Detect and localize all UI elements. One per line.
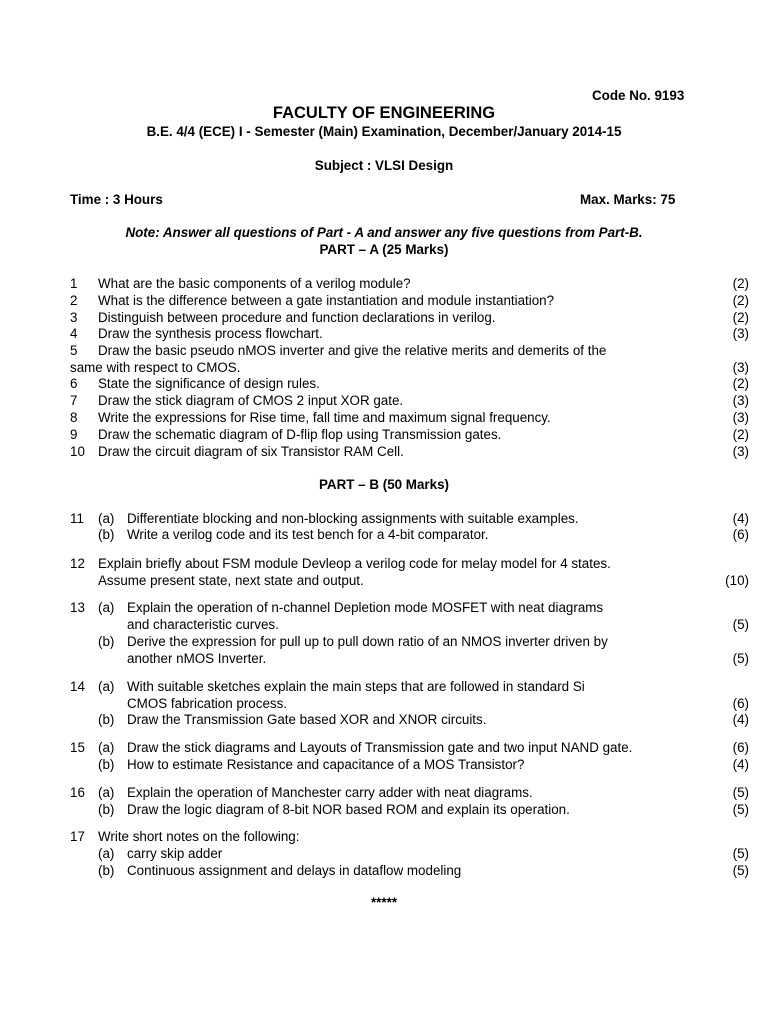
- question-text: State the significance of design rules.: [98, 376, 320, 391]
- subpart-label: (a): [98, 600, 115, 615]
- question-marks: (3): [732, 410, 749, 425]
- question-text: Explain the operation of Manchester carry adder with neat diagrams.: [127, 785, 533, 800]
- subpart-label: (b): [98, 863, 115, 878]
- end-of-paper-mark: *****: [370, 895, 398, 910]
- question-marks: (5): [732, 846, 749, 861]
- question-text: Continuous assignment and delays in dataflow modeling: [127, 863, 462, 878]
- question-text: How to estimate Resistance and capacitance of a MOS Transistor?: [127, 757, 525, 772]
- question-text: Distinguish between procedure and function declarations in verilog.: [98, 310, 496, 325]
- subpart-label: (b): [98, 757, 115, 772]
- question-number: 14: [70, 679, 85, 694]
- question-number: 1: [70, 276, 78, 291]
- subpart-label: (a): [98, 511, 115, 526]
- question-marks: (5): [732, 617, 749, 632]
- part-a-title: PART – A (25 Marks): [319, 242, 449, 257]
- question-text-continued: another nMOS Inverter.: [127, 651, 267, 666]
- question-number: 15: [70, 740, 85, 755]
- question-text: Explain the operation of n-channel Depletion mode MOSFET with neat diagrams: [127, 600, 604, 615]
- subpart-label: (b): [98, 712, 115, 727]
- question-text-continued: and characteristic curves.: [127, 617, 279, 632]
- question-number: 12: [70, 556, 85, 571]
- question-text: carry skip adder: [127, 846, 223, 861]
- question-marks: (10): [725, 573, 749, 588]
- question-text: Write short notes on the following:: [98, 829, 300, 844]
- question-marks: (5): [732, 785, 749, 800]
- question-marks: (4): [732, 712, 749, 727]
- question-number: 6: [70, 376, 78, 391]
- question-number: 11: [70, 511, 84, 526]
- question-number: 2: [70, 293, 78, 308]
- question-number: 13: [70, 600, 85, 615]
- question-marks: (6): [732, 527, 749, 542]
- question-text-continued: same with respect to CMOS.: [70, 360, 241, 375]
- question-number: 7: [70, 393, 78, 408]
- question-marks: (2): [732, 376, 749, 391]
- faculty-title: FACULTY OF ENGINEERING: [272, 104, 496, 122]
- question-text: Draw the synthesis process flowchart.: [98, 326, 323, 341]
- question-text: Write the expressions for Rise time, fall time and maximum signal frequency.: [98, 410, 551, 425]
- subject-title: Subject : VLSI Design: [314, 158, 454, 173]
- question-text: Draw the schematic diagram of D-flip flop using Transmission gates.: [98, 427, 502, 442]
- question-marks: (5): [732, 863, 749, 878]
- subpart-label: (a): [98, 679, 115, 694]
- question-marks: (2): [732, 293, 749, 308]
- exam-title: B.E. 4/4 (ECE) I - Semester (Main) Examination, December/January 2014-15: [146, 124, 622, 139]
- question-number: 9: [70, 427, 78, 442]
- question-text: Draw the stick diagrams and Layouts of Transmission gate and two input NAND gate.: [127, 740, 633, 755]
- question-number: 16: [70, 785, 85, 800]
- question-text: Derive the expression for pull up to pull down ratio of an NMOS inverter driven by: [127, 634, 608, 649]
- question-marks: (5): [732, 802, 749, 817]
- question-marks: (3): [732, 360, 749, 375]
- subpart-label: (a): [98, 740, 115, 755]
- question-text: What are the basic components of a verilog module?: [98, 276, 411, 291]
- question-number: 10: [70, 444, 85, 459]
- question-marks: (3): [732, 326, 749, 341]
- question-marks: (6): [732, 696, 749, 711]
- subpart-label: (b): [98, 634, 115, 649]
- question-number: 5: [70, 343, 78, 358]
- question-number: 4: [70, 326, 78, 341]
- subpart-label: (b): [98, 527, 115, 542]
- question-text-continued: Assume present state, next state and output.: [98, 573, 364, 588]
- question-text: Explain briefly about FSM module Devleop a verilog code for melay model for 4 states.: [98, 556, 611, 571]
- question-marks: (2): [732, 427, 749, 442]
- max-marks: Max. Marks: 75: [580, 192, 676, 207]
- question-text: Draw the circuit diagram of six Transistor RAM Cell.: [98, 444, 404, 459]
- subpart-label: (a): [98, 785, 115, 800]
- question-marks: (3): [732, 444, 749, 459]
- question-marks: (2): [732, 276, 749, 291]
- subpart-label: (a): [98, 846, 115, 861]
- question-marks: (5): [732, 651, 749, 666]
- subpart-label: (b): [98, 802, 115, 817]
- question-text: Draw the stick diagram of CMOS 2 input XOR gate.: [98, 393, 404, 408]
- question-number: 3: [70, 310, 78, 325]
- code-number: Code No. 9193: [592, 88, 685, 103]
- question-marks: (4): [732, 757, 749, 772]
- exam-time: Time : 3 Hours: [70, 192, 163, 207]
- question-marks: (2): [732, 310, 749, 325]
- question-text: Draw the basic pseudo nMOS inverter and give the relative merits and demerits of the: [98, 343, 607, 358]
- question-text-continued: CMOS fabrication process.: [127, 696, 288, 711]
- question-marks: (6): [732, 740, 749, 755]
- question-number: 8: [70, 410, 78, 425]
- question-text: With suitable sketches explain the main steps that are followed in standard Si: [127, 679, 585, 694]
- question-text: Write a verilog code and its test bench for a 4-bit comparator.: [127, 527, 489, 542]
- question-text: Differentiate blocking and non-blocking assignments with suitable examples.: [127, 511, 579, 526]
- question-marks: (4): [732, 511, 749, 526]
- question-text: Draw the Transmission Gate based XOR and XNOR circuits.: [127, 712, 487, 727]
- exam-note: Note: Answer all questions of Part - A and answer any five questions from Part-B.: [125, 225, 643, 240]
- question-number: 17: [70, 829, 85, 844]
- part-b-title: PART – B (50 Marks): [319, 477, 449, 492]
- question-marks: (3): [732, 393, 749, 408]
- question-text: Draw the logic diagram of 8-bit NOR based ROM and explain its operation.: [127, 802, 570, 817]
- question-text: What is the difference between a gate instantiation and module instantiation?: [98, 293, 555, 308]
